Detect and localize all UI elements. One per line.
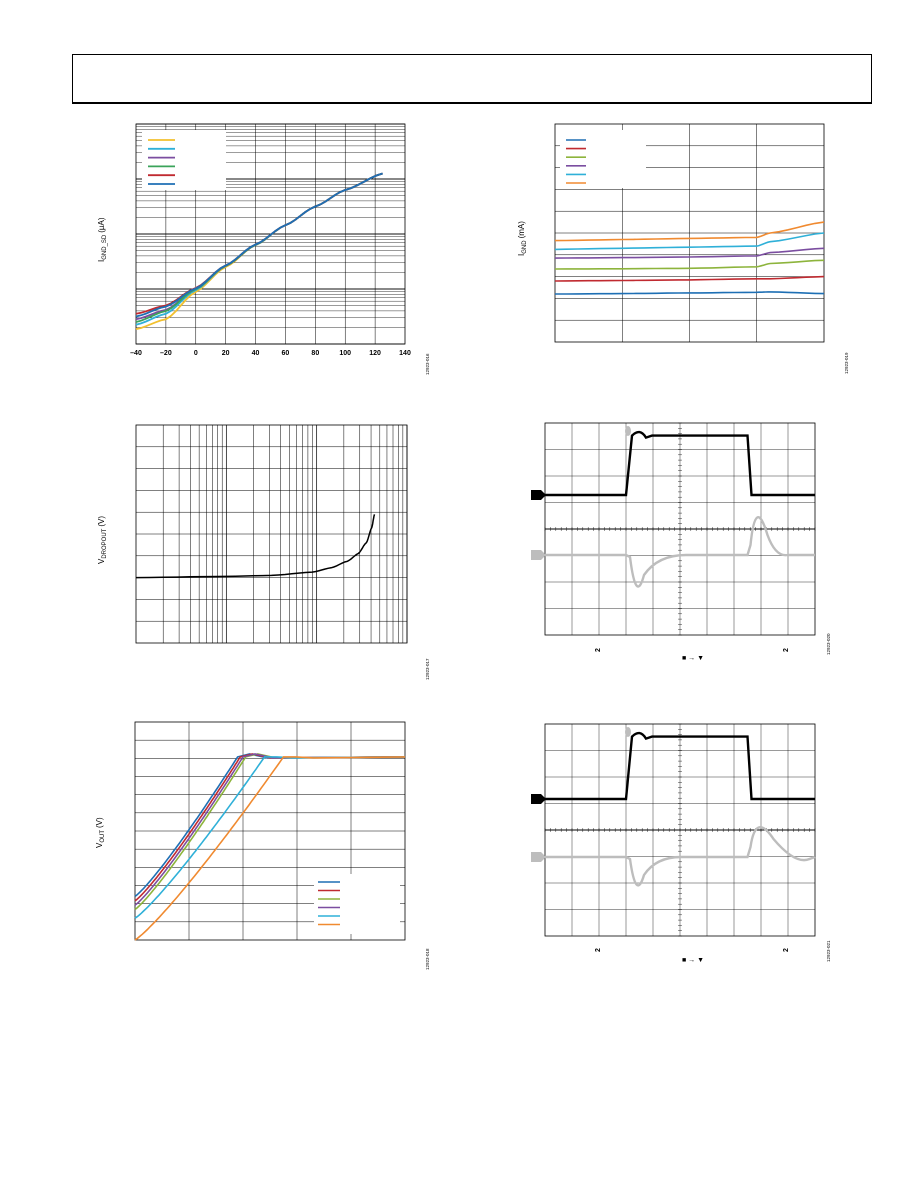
y-axis-label: $I_{GND\_SD}(\mu A)$ <box>97 217 108 262</box>
scope-screen <box>531 423 815 635</box>
x-tick-label: 60 <box>281 350 290 357</box>
y-axis-label: $V_{DROPOUT}(V)$ <box>97 515 108 564</box>
x-tick-label: 40 <box>251 350 260 357</box>
trigger-marker <box>625 727 631 737</box>
series-line <box>555 292 824 294</box>
y-axis-label: $V_{OUT}(V)$ <box>95 817 106 848</box>
figure-code: 12923-020 <box>826 633 831 655</box>
x-tick-label: 140 <box>399 350 411 357</box>
x-tick-label: 0 <box>193 350 198 357</box>
figure-code: 12923-018 <box>425 948 430 970</box>
figure-code: 12923-021 <box>826 940 831 962</box>
trigger-marker <box>625 426 631 436</box>
y-axis-label: $I_{GND}(mA)$ <box>517 221 528 256</box>
figure-code: 12923-016 <box>425 353 430 375</box>
x-axis-ticks <box>130 350 411 357</box>
x-tick-label: –40 <box>130 350 142 357</box>
x-tick-label: 80 <box>311 350 320 357</box>
scope-capture-1 <box>531 423 831 662</box>
series-line <box>136 514 375 577</box>
chart-series <box>136 514 375 577</box>
legend-box <box>560 130 646 188</box>
channel-1-marker <box>531 490 546 500</box>
chart-ignd-sd-vs-temperature <box>97 124 430 375</box>
channel-2-marker <box>531 550 546 560</box>
scope-bottom-right-symbol: 2 <box>783 948 790 952</box>
chart-vout <box>95 722 430 970</box>
figure-code: 12923-017 <box>425 658 430 680</box>
x-tick-label: 20 <box>221 350 230 357</box>
chart-grid <box>136 425 407 643</box>
chart-vdropout <box>97 425 430 680</box>
series-line <box>136 174 383 317</box>
scope-bottom-left-symbol: 2 <box>595 948 602 952</box>
channel-2-marker <box>531 852 546 862</box>
scope-trigger-indicator: ■ → ▼ <box>682 957 705 964</box>
scope-bottom-right-symbol: 2 <box>783 648 790 652</box>
figure-code: 12923-019 <box>844 352 849 374</box>
scope-capture-2 <box>531 724 831 964</box>
channel-1-marker <box>531 794 546 804</box>
scope-trigger-indicator: ■ → ▼ <box>682 655 705 662</box>
series-line <box>136 174 383 323</box>
x-tick-label: 120 <box>369 350 381 357</box>
legend-box <box>142 130 226 190</box>
scope-bottom-left-symbol: 2 <box>595 648 602 652</box>
chart-series <box>136 174 383 330</box>
scope-screen <box>531 724 815 936</box>
chart-ignd <box>517 124 849 374</box>
x-tick-label: 100 <box>339 350 352 357</box>
x-tick-label: –20 <box>160 350 172 357</box>
